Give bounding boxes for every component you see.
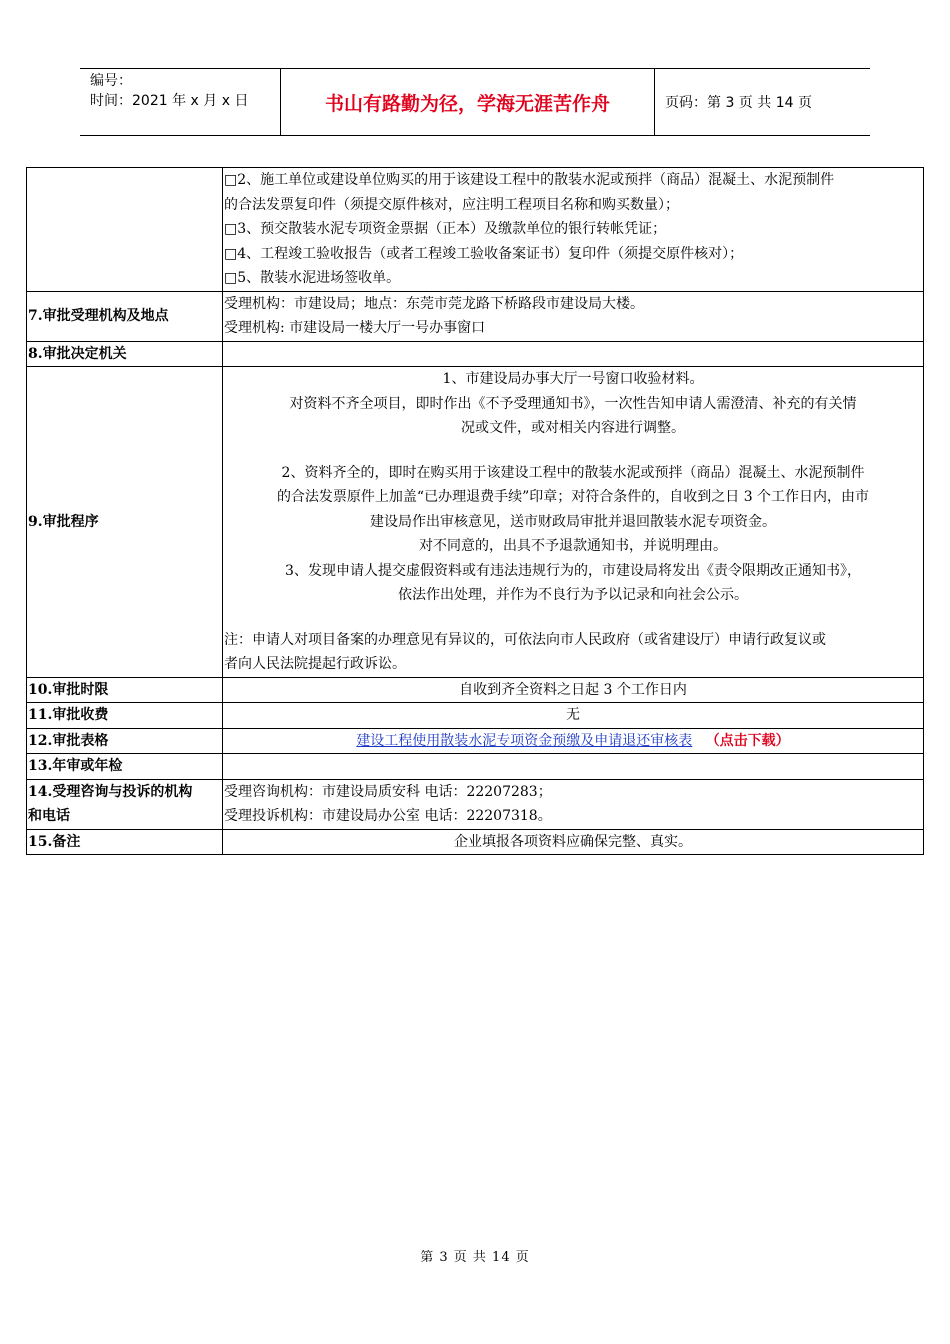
procedure-text: 对不同意的，出具不予退款通知书，并说明理由。 [419,538,727,554]
procedure-step-3: 3、发现申请人提交虚假资料或有违法违规行为的，市建设局将发出《责令限期改正通知书》， [285,562,861,579]
row-value-7 [223,291,924,341]
row-label-15: 15.备注 [27,829,223,855]
procedure-note: 注：申请人对项目备案的办理意见有异议的，可依法向市人民政府（或省建设厅）申请行政复议或 [224,631,826,648]
procedure-text: 的合法发票原件上加盖“已办理退费手续”印章；对符合条件的，自收到之日 3 个工作日内，由市 [276,489,870,505]
row-value-11: 无 [223,703,924,729]
row-label-materials [27,168,223,292]
spacer [224,608,922,628]
table-row-12 [27,728,924,754]
row-label-14-line: 和电话 [28,808,70,824]
row-value-8 [223,341,924,367]
row-label-10: 10.审批时限 [27,677,223,703]
page-footer: 第 3 页 共 14 页 [420,1250,530,1265]
row-value-13 [223,754,924,780]
procedure-step-2: 2、资料齐全的，即时在购买用于该建设工程中的散装水泥或预拌（商品）混凝土、水泥预制件 [281,464,865,481]
row-label-14 [27,779,223,829]
header-date: 时间：2021 年 x 月 x 日 [90,93,249,109]
material-item: □3、预交散装水泥专项资金票据（正本）及缴款单位的银行转帐凭证； [224,221,667,237]
table-row-8 [27,341,924,367]
acceptance-agency: 受理机构：市建设局；地点：东莞市莞龙路下桥路段市建设局大楼。 [224,295,644,312]
header-number: 编号： [90,73,132,89]
materials-cell [223,168,924,292]
table-row-7 [27,291,924,341]
row-value-10: 自收到齐全资料之日起 3 个工作日内 [223,677,924,703]
material-item: 的合法发票复印件（须提交原件核对，应注明工程项目名称和购买数量）； [224,196,679,213]
form-download-link[interactable]: 建设工程使用散装水泥专项资金预缴及申请退还审核表 [356,732,693,749]
row-value-9 [223,367,924,678]
table-row-10 [27,677,924,703]
table-row-11 [27,703,924,729]
material-item: □5、散装水泥进场签收单。 [224,270,401,286]
table-row-14 [27,779,924,829]
row-label-8: 8.审批决定机关 [27,341,223,367]
row-value-14 [223,779,924,829]
header-meta [80,69,281,135]
table-row-15 [27,829,924,855]
header-motto: 书山有路勤为径，学海无涯苦作舟 [281,69,655,135]
procedure-text: 况或文件，或对相关内容进行调整。 [461,420,685,436]
row-value-12 [223,728,924,754]
complaint-contact: 受理投诉机构：市建设局办公室 电话：22207318。 [224,808,552,824]
procedure-text: 建设局作出审核意见，送市财政局审批并退回散装水泥专项资金。 [370,513,776,530]
procedure-step-1: 1、市建设局办事大厅一号窗口收验材料。 [442,371,704,387]
procedure-note: 者向人民法院提起行政诉讼。 [224,656,406,672]
material-item: □4、工程竣工验收报告（或者工程竣工验收备案证书）复印件（须提交原件核对）； [224,245,744,262]
table-row-13 [27,754,924,780]
row-label-9: 9.审批程序 [27,367,223,678]
header-page-info: 页码：第 3 页 共 14 页 [665,95,812,111]
download-button[interactable]: （点击下载） [705,732,790,749]
consult-contact: 受理咨询机构：市建设局质安科 电话：22207283； [224,783,552,800]
row-label-7: 7.审批受理机构及地点 [27,291,223,341]
acceptance-window: 受理机构: 市建设局一楼大厅一号办事窗口 [224,320,486,336]
row-label-11: 11.审批收费 [27,703,223,729]
table-row-materials [27,168,924,292]
procedure-text: 对资料不齐全项目，即时作出《不予受理通知书》，一次性告知申请人需澄清、补充的有关情 [289,395,857,412]
row-label-14-line: 14.受理咨询与投诉的机构 [28,783,193,800]
spacer [224,441,922,461]
row-label-12: 12.审批表格 [27,728,223,754]
row-label-13: 13.年审或年检 [27,754,223,780]
row-value-15: 企业填报各项资料应确保完整、真实。 [223,829,924,855]
procedure-text: 依法作出处理，并作为不良行为予以记录和向社会公示。 [398,587,748,603]
approval-table [26,167,924,855]
page-header [80,68,870,136]
material-item: □2、施工单位或建设单位购买的用于该建设工程中的散装水泥或预拌（商品）混凝土、水泥预制件 [224,172,835,188]
table-row-9 [27,367,924,678]
